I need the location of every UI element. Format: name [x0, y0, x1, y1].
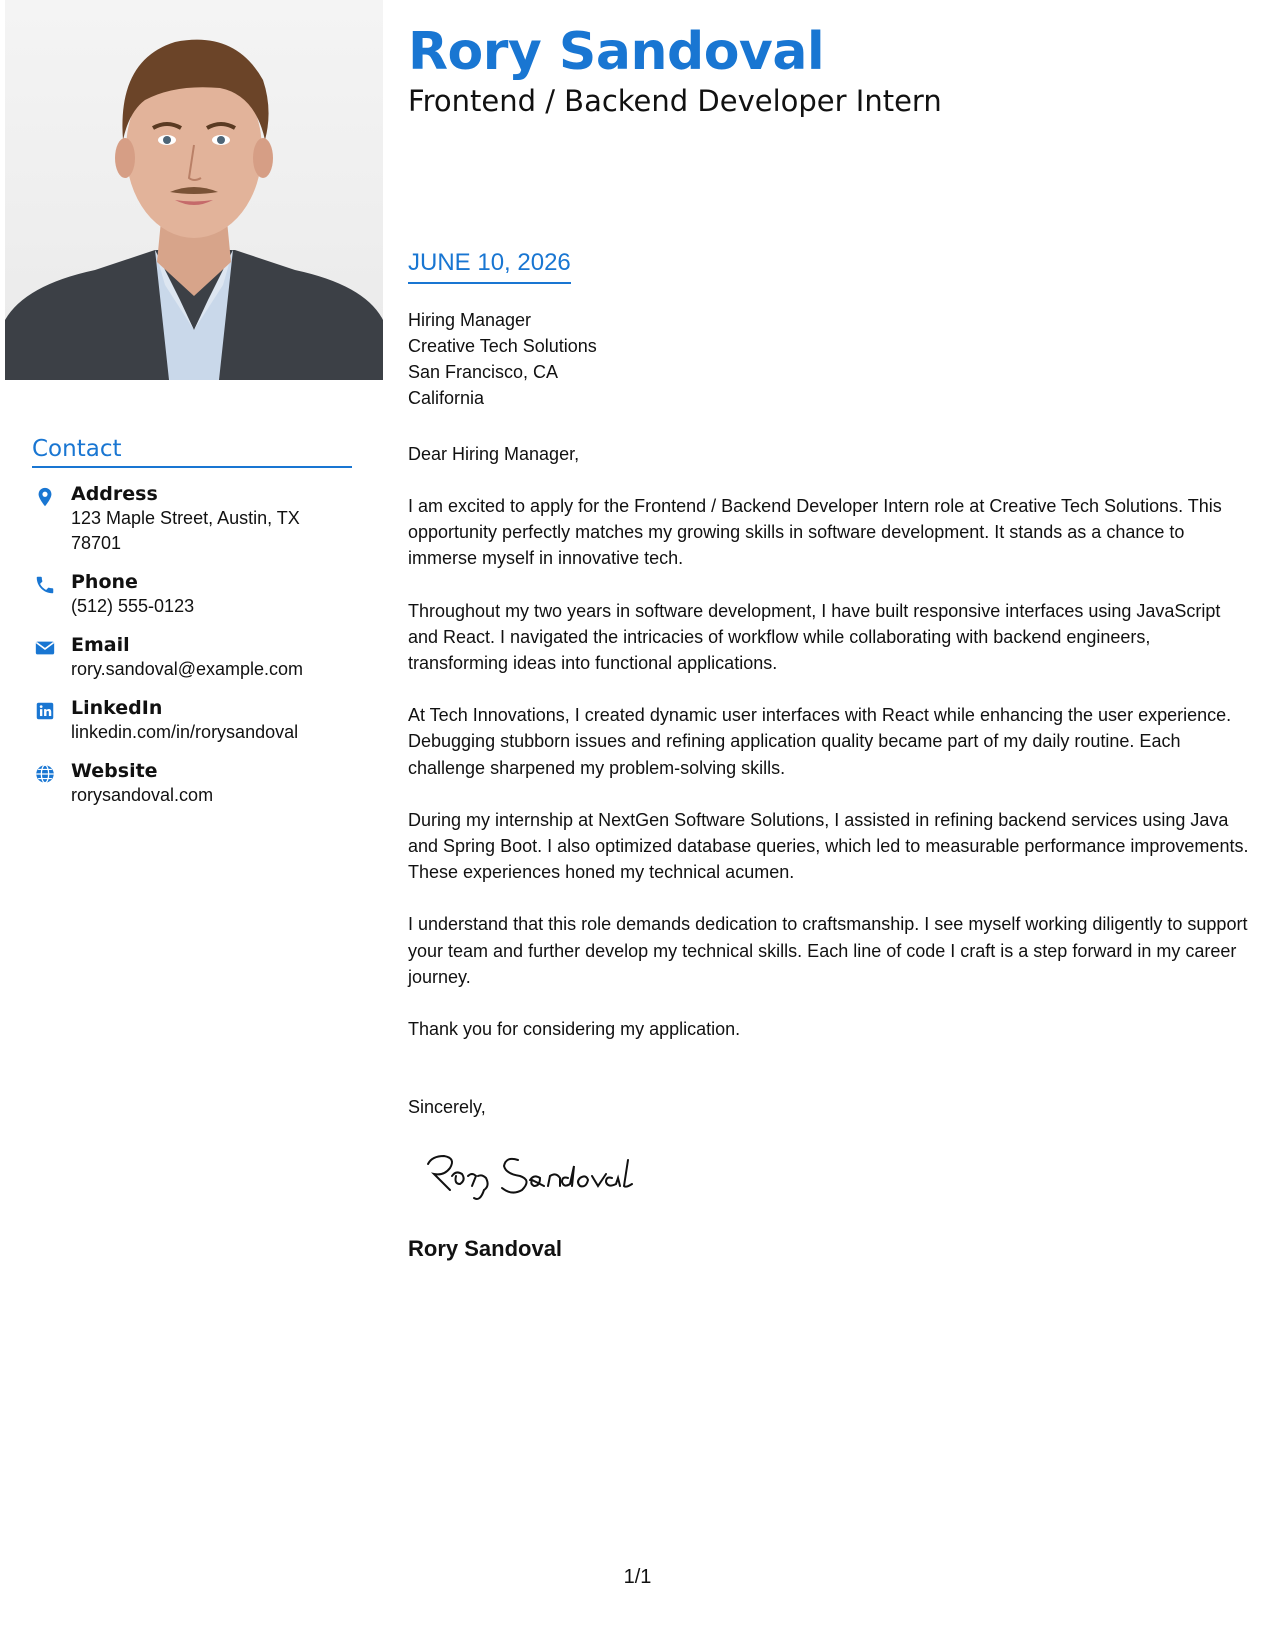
profile-photo [5, 0, 383, 380]
contact-label: Phone [71, 571, 138, 593]
recipient-line: San Francisco, CA [408, 362, 559, 382]
handwritten-signature [422, 1146, 662, 1206]
applicant-role: Frontend / Backend Developer Intern [408, 84, 942, 118]
contact-label: LinkedIn [71, 697, 163, 719]
recipient-line: Creative Tech Solutions [408, 336, 597, 356]
phone-icon [34, 574, 56, 596]
profile-photo-illustration [5, 0, 383, 380]
body-paragraph: Throughout my two years in software development, I have built responsive interfaces using JavaScript and React. I navigated the intricacies of workflow while collaborating with backend engineers, transforming ideas into functional applications. [408, 600, 1221, 674]
signer-name: Rory Sandoval [408, 1236, 563, 1261]
body-paragraph: I understand that this role demands dedication to craftsmanship. I see myself working diligently to support your team and further develop my technical skills. Each line of code I craft is a step forward in my career journey. [408, 914, 1248, 987]
location-pin-icon [34, 486, 56, 508]
body-paragraph: During my internship at NextGen Software Solutions, I assisted in refining backend services using Java and Spring Boot. I also optimized database queries, which led to measurable performance improvements. These experiences honed my technical acumen. [408, 809, 1249, 883]
contact-item-phone [32, 570, 352, 619]
contact-item-website [32, 759, 352, 808]
body-paragraph: At Tech Innovations, I created dynamic user interfaces with React while enhancing the user experience. Debugging stubborn issues and refining application quality became part of my daily routine. Each challenge sharpened my problem-solving skills. [408, 705, 1232, 778]
contact-label: Address [71, 483, 158, 505]
page-number: 1/1 [623, 1566, 652, 1588]
contact-item-linkedin [32, 696, 352, 745]
contact-item-address [32, 482, 352, 556]
globe-icon [34, 763, 56, 785]
recipient-line: Hiring Manager [408, 310, 532, 330]
address-value: 123 Maple Street, Austin, TX 78701 [71, 508, 300, 553]
recipient-line: California [408, 388, 485, 408]
body-paragraph: Thank you for considering my application. [408, 1019, 741, 1040]
contact-label: Email [71, 634, 130, 656]
contact-section [32, 436, 352, 808]
sidebar [0, 0, 383, 1650]
letter-date: JUNE 10, 2026 [408, 249, 571, 284]
email-icon [34, 637, 56, 659]
letter-body [408, 493, 1253, 1068]
website-value[interactable]: rorysandoval.com [71, 785, 214, 805]
body-paragraph: I am excited to apply for the Frontend / Backend Developer Intern role at Creative Tech Solutions. This opportunity perfectly matches my growing skills in software development. It stands as a chance to immerse myself in innovative tech. [408, 496, 1222, 569]
email-value[interactable]: rory.sandoval@example.com [71, 659, 304, 679]
contact-item-email [32, 633, 352, 682]
phone-value: (512) 555-0123 [71, 596, 195, 616]
linkedin-value[interactable]: linkedin.com/in/rorysandoval [71, 722, 299, 742]
linkedin-icon [34, 700, 56, 722]
contact-label: Website [71, 760, 158, 782]
recipient-block [408, 307, 597, 411]
applicant-name: Rory Sandoval [408, 22, 825, 82]
contact-heading: Contact [32, 436, 352, 468]
salutation: Dear Hiring Manager, [408, 444, 580, 464]
closing: Sincerely, [408, 1097, 486, 1117]
